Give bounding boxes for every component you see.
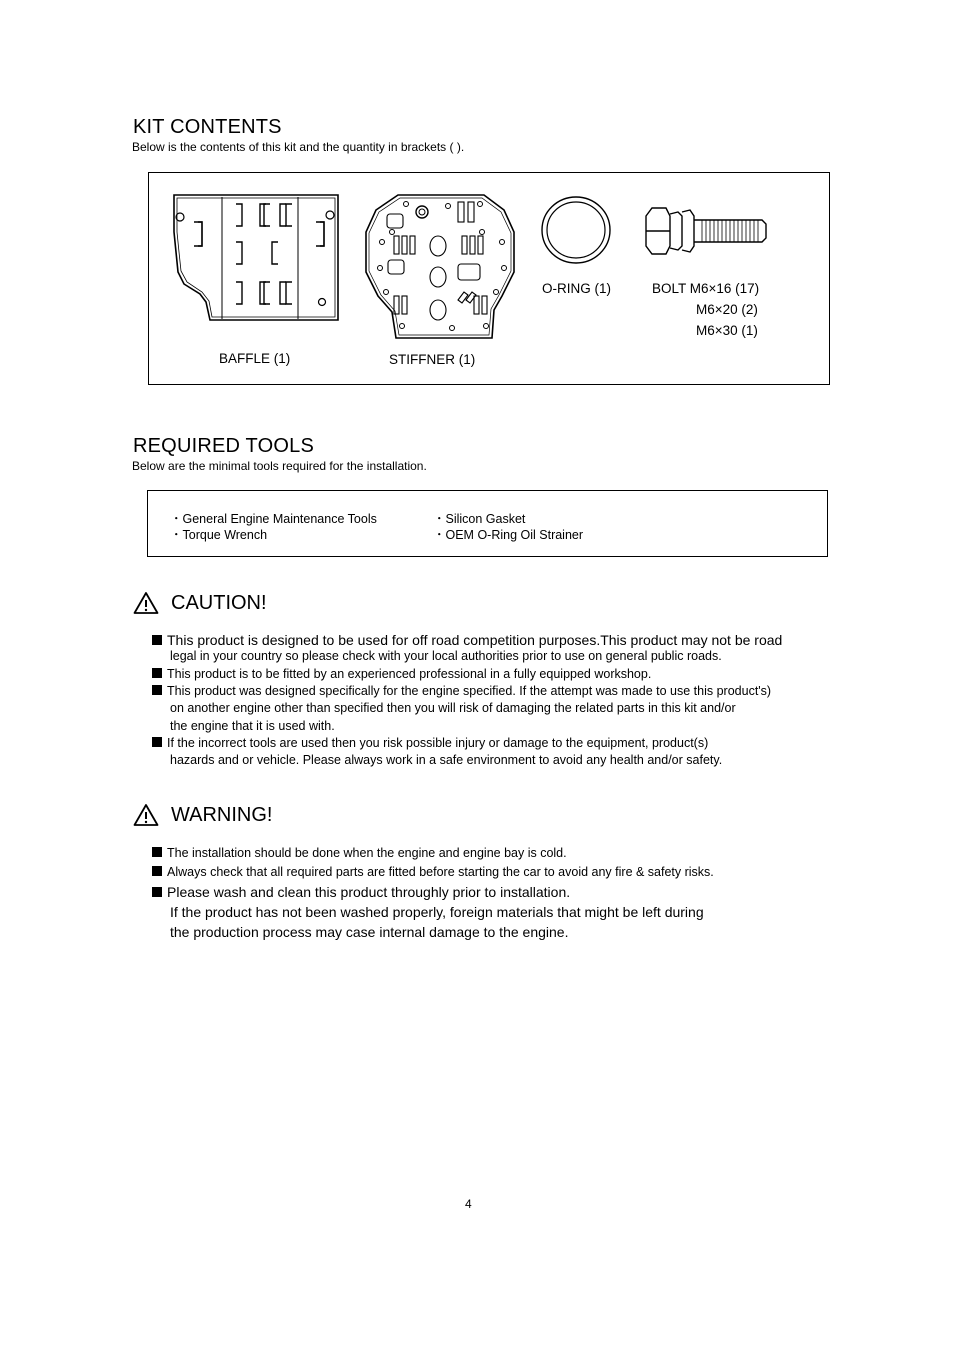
caution-item-1 — [152, 632, 782, 648]
tool-item: ・Silicon Gasket — [433, 512, 526, 526]
warning-triangle-icon — [133, 803, 159, 827]
caution-text: This product was designed specifically for the engine specified. If the attempt was made to use this product's) — [167, 684, 772, 698]
kit-contents-subtitle: Below is the contents of this kit and the quantity in brackets ( ). — [132, 140, 465, 154]
warning-text: The installation should be done when the engine and engine bay is cold. — [167, 846, 567, 860]
stiffner-label: STIFFNER (1) — [389, 352, 476, 367]
warning-text: Please wash and clean this product throughly prior to installation. — [167, 884, 571, 900]
o-ring-label: O-RING (1) — [542, 281, 611, 296]
warning-text: If the product has not been washed properly, foreign materials that might be left during — [170, 904, 704, 920]
caution-text: the engine that it is used with. — [170, 719, 335, 733]
caution-item-4 — [152, 736, 708, 750]
tool-item: ・General Engine Maintenance Tools — [170, 512, 377, 526]
warning-item-2 — [152, 865, 714, 879]
page-number: 4 — [465, 1197, 472, 1211]
caution-text: legal in your country so please check with your local authorities prior to use on general public roads. — [170, 649, 722, 663]
warning-text: the production process may case internal damage to the engine. — [170, 924, 569, 940]
caution-heading: CAUTION! — [171, 591, 267, 614]
bullet-square-icon — [152, 847, 162, 857]
bullet-square-icon — [152, 887, 162, 897]
caution-header — [133, 591, 267, 615]
bullet-square-icon — [152, 635, 162, 645]
bullet-square-icon — [152, 737, 162, 747]
bullet-square-icon — [152, 685, 162, 695]
caution-text: This product is to be fitted by an experienced professional in a fully equipped workshop. — [167, 667, 652, 681]
tool-item: ・Torque Wrench — [170, 528, 268, 542]
bolt-illustration — [642, 204, 768, 258]
stiffner-illustration — [362, 192, 518, 342]
bullet-square-icon — [152, 866, 162, 876]
caution-text: on another engine other than specified then you will risk of damaging the related parts in this kit and/or — [170, 701, 736, 715]
required-tools-subtitle: Below are the minimal tools required for the installation. — [132, 459, 427, 473]
warning-item-1 — [152, 846, 567, 860]
bolt-label-m6x30: M6×30 (1) — [696, 323, 758, 338]
baffle-label: BAFFLE (1) — [219, 351, 291, 366]
caution-text: This product is designed to be used for off road competition purposes.This product may not be road — [167, 632, 783, 648]
warning-item-3 — [152, 884, 570, 900]
baffle-illustration — [170, 192, 342, 322]
warning-header — [133, 803, 272, 827]
warning-heading: WARNING! — [171, 803, 273, 826]
bolt-label-m6x16: BOLT M6×16 (17) — [652, 281, 760, 296]
caution-text: hazards and or vehicle. Please always work in a safe environment to avoid any health and/or safety. — [170, 753, 723, 767]
tool-item: ・OEM O-Ring Oil Strainer — [433, 528, 584, 542]
caution-item-2 — [152, 667, 651, 681]
warning-triangle-icon — [133, 591, 159, 615]
required-tools-heading: REQUIRED TOOLS — [133, 435, 314, 457]
bullet-square-icon — [152, 668, 162, 678]
caution-item-3 — [152, 684, 771, 698]
kit-contents-heading: KIT CONTENTS — [133, 116, 282, 138]
warning-text: Always check that all required parts are fitted before starting the car to avoid any fire & safety risks. — [167, 865, 714, 879]
caution-text: If the incorrect tools are used then you risk possible injury or damage to the equipment, product(s) — [167, 736, 709, 750]
o-ring-illustration — [538, 194, 614, 266]
bolt-label-m6x20: M6×20 (2) — [696, 302, 758, 317]
